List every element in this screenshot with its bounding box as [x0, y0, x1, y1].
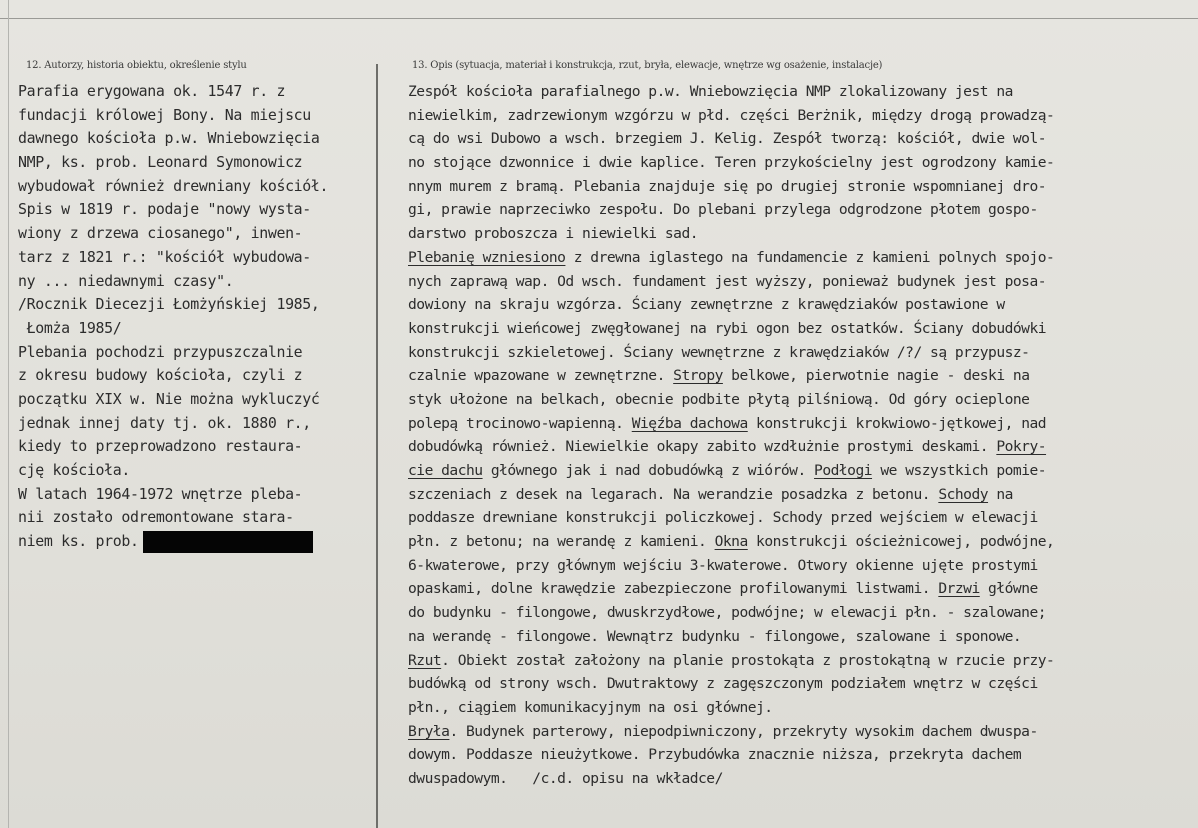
- description-text-line: Plebanię wzniesiono z drewna iglastego na fundamencie z kamieni polnych spojo-: [408, 248, 1055, 266]
- description-text-line: czalnie wpazowane w zewnętrzne. Stropy belkowe, pierwotnie nagie - deski na: [408, 367, 1030, 385]
- description-text-line: poddasze drewniane konstrukcji policzkowej. Schody przed wejściem w elewacji: [408, 509, 1038, 527]
- description-text-line: darstwo proboszcza i niewielki sad.: [408, 225, 699, 243]
- description-text-line: 6-kwaterowe, przy głównym wejściu 3-kwaterowe. Otwory okienne ujęte prostymi: [408, 556, 1038, 574]
- history-text-line: wiony z drzewa ciosanego", inwen-: [18, 224, 303, 243]
- underlined-heading: Schody: [938, 485, 989, 503]
- redacted-name-block: [143, 531, 313, 553]
- left-rule: [8, 0, 9, 828]
- history-text-line: NMP, ks. prob. Leonard Symonowicz: [18, 153, 303, 172]
- history-text-line: wybudował również drewniany kościół.: [18, 176, 329, 195]
- history-text-line: Parafia erygowana ok. 1547 r. z: [18, 82, 286, 100]
- underlined-heading: Drzwi: [938, 580, 980, 598]
- description-text-line: Bryła. Budynek parterowy, niepodpiwniczony, przekryty wysokim dachem dwuspa-: [408, 722, 1038, 740]
- description-text-line: na werandę - filongowe. Wewnątrz budynku - filongowe, szalowane i sponowe.: [408, 627, 1022, 645]
- description-text-line: dowym. Poddasze nieużytkowe. Przybudówka znacznie niższa, przekryta dachem: [408, 746, 1022, 764]
- description-text-line: gi, prawie naprzeciwko zespołu. Do plebani przylega odgrodzone płotem gospo-: [408, 201, 1038, 219]
- underlined-heading: cie dachu: [408, 462, 483, 479]
- history-text-line: dawnego kościoła p.w. Wniebowzięcia: [18, 129, 320, 148]
- history-text-column: [18, 80, 374, 554]
- description-text-line: budówką od strony wsch. Dwutraktowy z zagęszczonym podziałem wnętrz w części: [408, 675, 1038, 693]
- description-text-line: dowiony na skraju wzgórza. Ściany zewnętrzne z krawędziaków postawione w: [408, 296, 1005, 314]
- history-text-line: kiedy to przeprowadzono restaura-: [18, 437, 303, 456]
- description-text-line: cą do wsi Dubowo a wsch. brzegiem J. Kelig. Zespół tworzą: kościół, dwie wol-: [408, 130, 1047, 148]
- underlined-heading: Bryła: [408, 722, 450, 740]
- section-12-header: 12. Autorzy, historia obiektu, określenie stylu: [26, 60, 247, 71]
- description-text-line: styk ułożone na belkach, obecnie podbite płytą pilśniową. Od góry ocieplone: [408, 390, 1030, 408]
- history-text-line: początku XIX w. Nie można wykluczyć: [18, 389, 320, 408]
- description-text-line: nnym murem z bramą. Plebania znajduje się po drugiej stronie wspomnianej dro-: [408, 177, 1047, 195]
- underlined-heading: Rzut: [408, 651, 442, 669]
- history-text-line: niem ks. prob.: [18, 530, 374, 554]
- description-text-line: opaskami, dolne krawędzie zabezpieczone profilowanymi listwami. Drzwi główne: [408, 580, 1038, 598]
- underlined-heading: Stropy: [673, 367, 723, 385]
- description-text-line: no stojące dzwonnice i dwie kaplice. Teren przykościelny jest ogrodzony kamie-: [408, 154, 1055, 172]
- description-text-column: [408, 80, 1198, 791]
- history-text-line: nii zostało odremontowane stara-: [18, 508, 294, 527]
- description-text-line: płn., ciągiem komunikacyjnym na osi głównej.: [408, 698, 773, 716]
- description-text-line: Rzut. Obiekt został założony na planie prostokąta z prostokątną w rzucie przy-: [408, 651, 1055, 669]
- description-text-line: do budynku - filongowe, dwuskrzydłowe, podwójne; w elewacji płn. - szalowane;: [408, 604, 1047, 622]
- top-rule: [0, 18, 1198, 19]
- history-text-line: tarz z 1821 r.: "kościół wybudowa-: [18, 247, 311, 266]
- history-text-line: /Rocznik Diecezji Łomżyńskiej 1985,: [18, 295, 320, 314]
- underlined-heading: Więźba dachowa: [631, 414, 748, 432]
- history-text-line: jednak innej daty tj. ok. 1880 r.,: [18, 413, 311, 432]
- section-13-header: 13. Opis (sytuacja, materiał i konstrukcja, rzut, bryła, elewacje, wnętrze wg osażenie, instalacje): [412, 60, 883, 71]
- description-text-line: płn. z betonu; na werandę z kamieni. Okna konstrukcji ościeżnicowej, podwójne,: [408, 533, 1055, 551]
- underlined-heading: Plebanię wzniesiono: [408, 248, 566, 266]
- description-text-line: niewielkim, zadrzewionym wzgórzu w płd. części Berżnik, między drogą prowadzą-: [408, 106, 1055, 124]
- description-text-line: polepą trocinowo-wapienną. Więźba dachowa konstrukcji krokwiowo-jętkowej, nad: [408, 414, 1047, 432]
- history-text-line: Plebania pochodzi przypuszczalnie: [18, 342, 303, 361]
- description-text-line: dwuspadowym. /c.d. opisu na wkładce/: [408, 769, 723, 787]
- description-text-line: dobudówką również. Niewielkie okapy zabito wzdłużnie prostymi deskami. Pokry-: [408, 438, 1047, 456]
- description-text-line: cie dachu głównego jak i nad dobudówką z wiórów. Podłogi we wszystkich pomie-: [408, 462, 1047, 479]
- description-text-line: Zespół kościoła parafialnego p.w. Wniebowzięcia NMP zlokalizowany jest na: [408, 83, 1013, 100]
- underlined-heading: Pokry-: [996, 438, 1047, 456]
- description-text-line: nych zaprawą wap. Od wsch. fundament jest wyższy, ponieważ budynek jest posa-: [408, 272, 1047, 290]
- underlined-heading: Podłogi: [814, 462, 873, 479]
- description-text-line: szczeniach z desek na legarach. Na werandzie posadzka z betonu. Schody na: [408, 485, 1013, 503]
- history-text-line: Spis w 1819 r. podaje "nowy wysta-: [18, 200, 311, 219]
- history-text-line: cję kościoła.: [18, 461, 130, 479]
- history-text-line: z okresu budowy kościoła, czyli z: [18, 366, 303, 385]
- description-text-line: konstrukcji wieńcowej zwęgłowanej na rybi ogon bez ostatków. Ściany dobudówki: [408, 319, 1047, 337]
- column-divider: [376, 64, 378, 828]
- history-text-line: ny ... niedawnymi czasy".: [18, 271, 234, 290]
- underlined-heading: Okna: [714, 533, 748, 551]
- history-text-line: fundacji królowej Bony. Na miejscu: [18, 105, 311, 124]
- description-text-line: konstrukcji szkieletowej. Ściany wewnętrzne z krawędziaków /?/ są przypusz-: [408, 343, 1030, 361]
- history-text-line: Łomża 1985/: [18, 318, 122, 337]
- history-text-line: W latach 1964-1972 wnętrze pleba-: [18, 484, 303, 503]
